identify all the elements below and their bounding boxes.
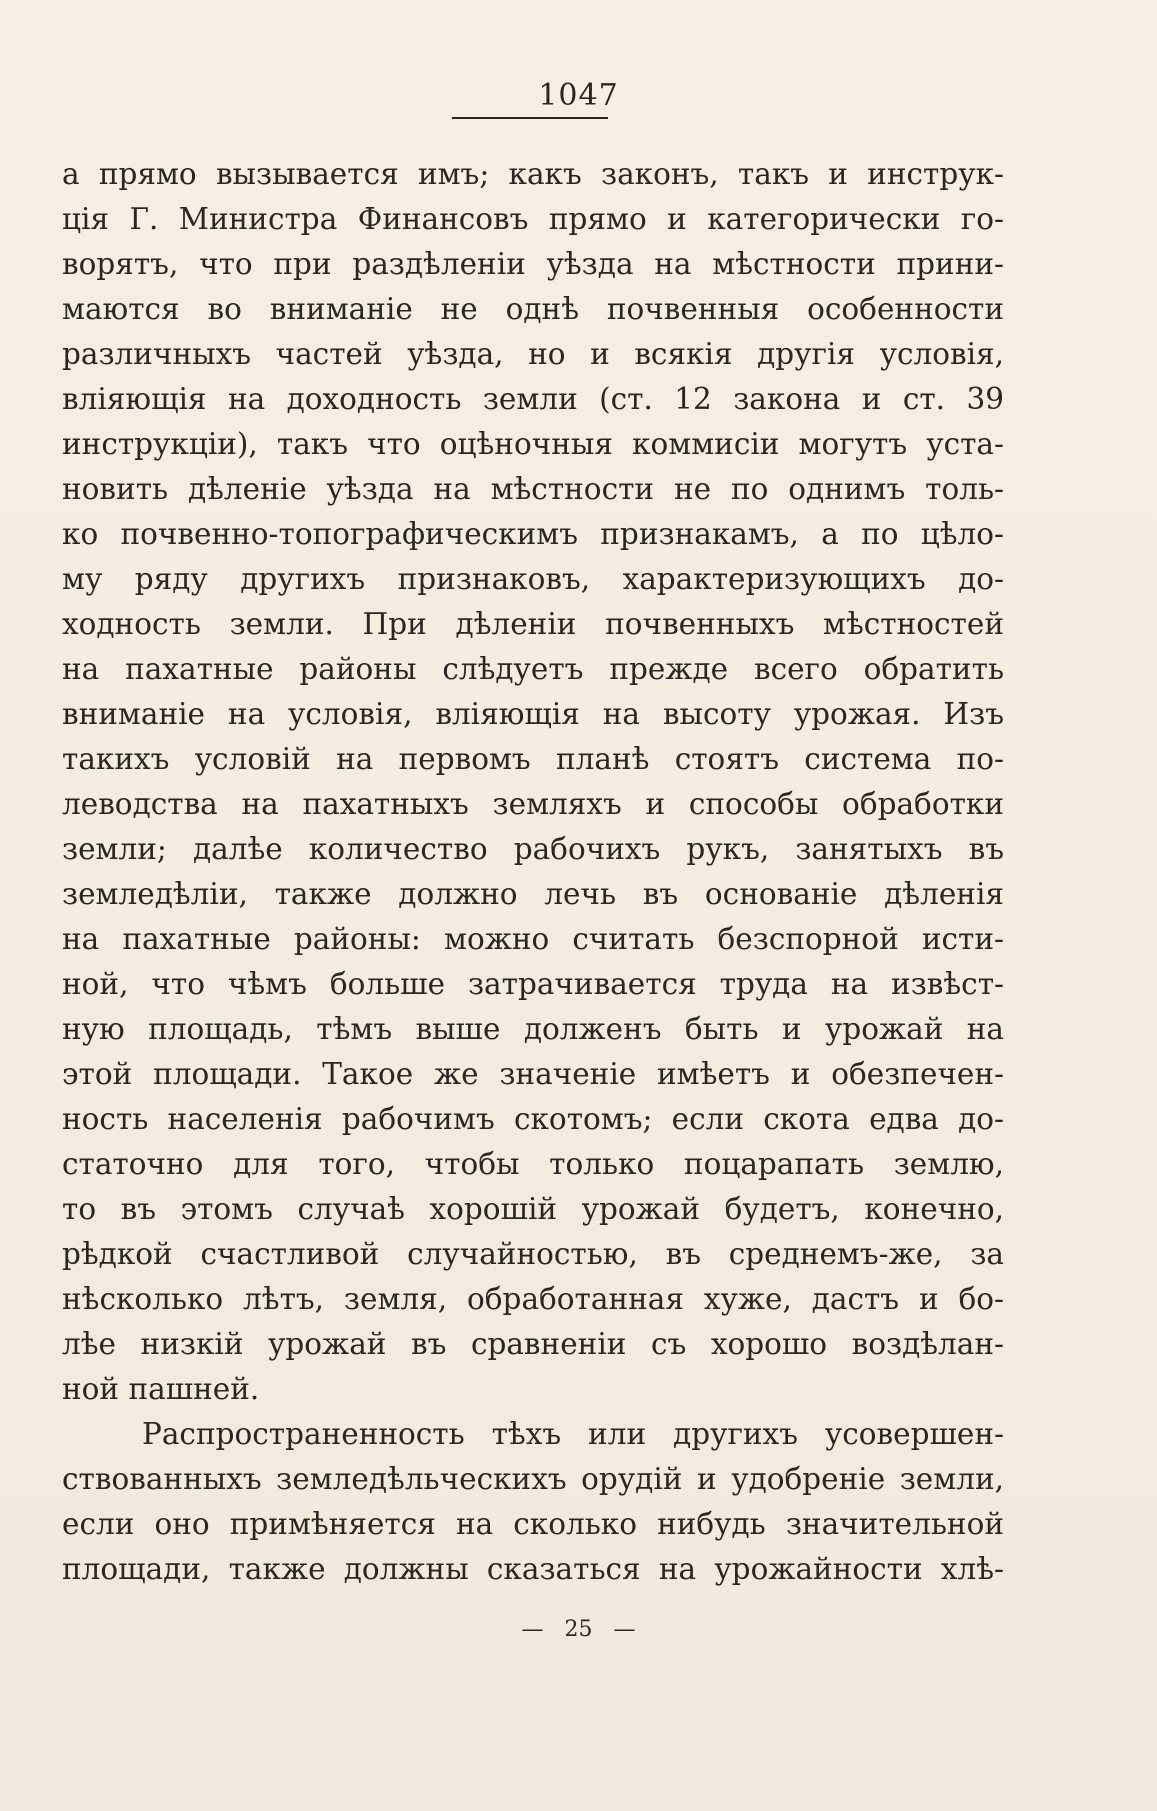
text-line: площади, также должны сказаться на урожайности хлѣ- <box>62 1552 1004 1586</box>
text-line: земледѣліи, также должно лечь въ основаніе дѣленія <box>62 877 1004 911</box>
text-line: вниманіе на условія, вліяющія на высоту урожая. Изъ <box>62 697 1004 731</box>
text-line: новить дѣленіе уѣзда на мѣстности не по однимъ толь- <box>62 472 1004 506</box>
text-line: такихъ условій на первомъ планѣ стоятъ система по- <box>62 742 1004 776</box>
text-line: ной, что чѣмъ больше затрачивается труда на извѣст- <box>62 967 1004 1001</box>
text-line: маются во вниманіе не однѣ почвенныя особенности <box>62 292 1004 326</box>
text-line: ствованныхъ земледѣльческихъ орудій и удобреніе земли, <box>62 1462 1004 1496</box>
text-line: рѣдкой счастливой случайностью, въ среднемъ-же, за <box>62 1237 1004 1271</box>
text-line: Распространенность тѣхъ или другихъ усовершен- <box>142 1417 1004 1451</box>
text-line: инструкціи), такъ что оцѣночныя коммисіи могутъ уста- <box>62 427 1004 461</box>
text-line: нѣсколько лѣтъ, земля, обработанная хуже, дастъ и бо- <box>62 1282 1004 1316</box>
text-line: ной пашней. <box>62 1372 260 1406</box>
signature-mark: — 25 — <box>521 1617 636 1642</box>
text-line: на пахатные районы: можно считать безспорной исти- <box>62 922 1004 956</box>
header-rule <box>452 117 608 119</box>
body-text <box>62 152 1004 1592</box>
text-line: на пахатные районы слѣдуетъ прежде всего обратить <box>62 652 1004 686</box>
paragraph-2 <box>62 1412 1004 1592</box>
paragraph-1 <box>62 152 1004 1412</box>
text-line: леводства на пахатныхъ земляхъ и способы обработки <box>62 787 1004 821</box>
text-line: лѣе низкій урожай въ сравненіи съ хорошо воздѣлан- <box>62 1327 1004 1361</box>
text-line: различныхъ частей уѣзда, но и всякія другія условія, <box>62 337 1004 371</box>
text-line: ко почвенно-топографическимъ признакамъ, а по цѣло- <box>62 517 1004 551</box>
text-line: ція Г. Министра Финансовъ прямо и категорически го- <box>62 202 1004 236</box>
text-line: ность населенія рабочимъ скотомъ; если скота едва до- <box>62 1102 1004 1136</box>
text-line: статочно для того, чтобы только поцарапать землю, <box>62 1147 1004 1181</box>
text-line: если оно примѣняется на сколько нибудь значительной <box>62 1507 1004 1541</box>
text-line: ную площадь, тѣмъ выше долженъ быть и урожай на <box>62 1012 1004 1046</box>
text-line: му ряду другихъ признаковъ, характеризующихъ до- <box>62 562 1004 596</box>
text-line: этой площади. Такое же значеніе имѣетъ и обезпечен- <box>62 1057 1004 1091</box>
text-line: земли; далѣе количество рабочихъ рукъ, занятыхъ въ <box>62 832 1004 866</box>
text-line: а прямо вызывается имъ; какъ законъ, такъ и инструк- <box>62 157 1004 191</box>
text-line: ходность земли. При дѣленіи почвенныхъ мѣстностей <box>62 607 1004 641</box>
page-number: 1047 <box>538 78 619 113</box>
text-line: вліяющія на доходность земли (ст. 12 закона и ст. 39 <box>62 382 1004 416</box>
text-line: то въ этомъ случаѣ хорошій урожай будетъ, конечно, <box>62 1192 1004 1226</box>
text-line: ворятъ, что при раздѣленіи уѣзда на мѣстности прини- <box>62 247 1004 281</box>
